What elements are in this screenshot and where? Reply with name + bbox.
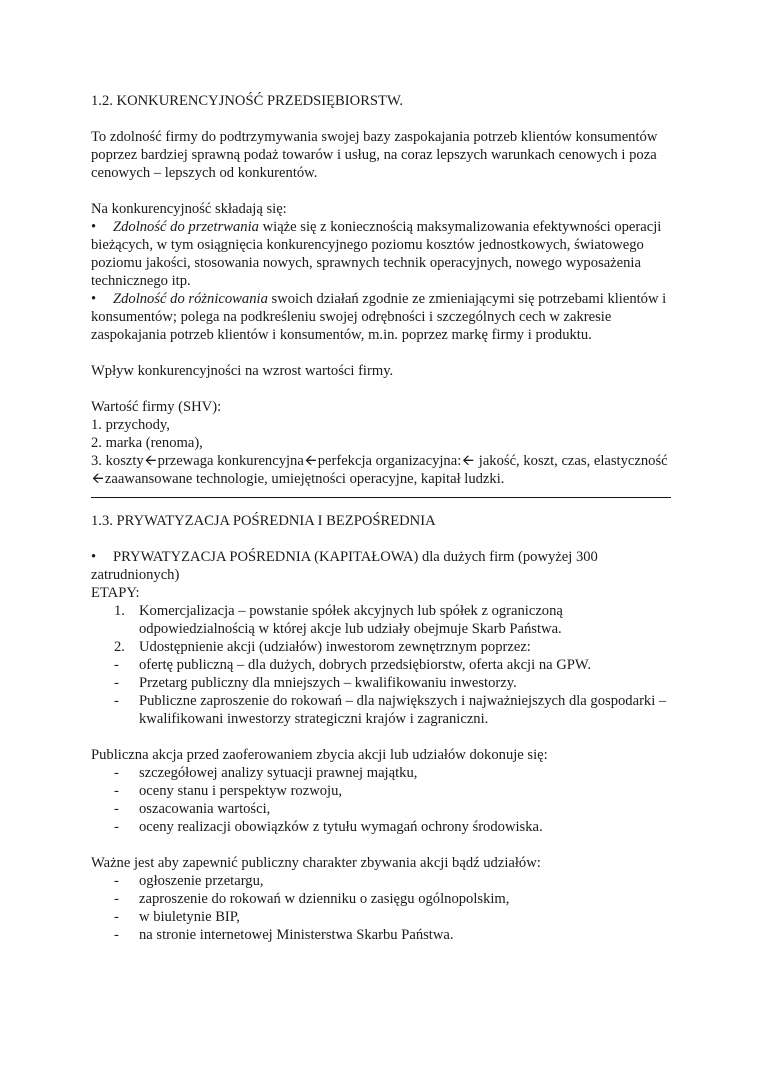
bullet-survival	[91, 218, 671, 290]
bullet-survival-term: Zdolność do przetrwania	[113, 219, 259, 235]
value-item-3	[91, 452, 671, 488]
stage-text: Udostępnienie akcji (udziałów) inwestorom zewnętrznym poprzez:	[139, 639, 531, 655]
analysis-intro: Publiczna akcja przed zaoferowaniem zbycia akcji lub udziałów dokonuje się:	[91, 747, 548, 763]
list-item: - oceny realizacji obowiązków z tytułu wymagań ochrony środowiska.	[91, 818, 671, 836]
value-item-3-perfection: perfekcja organizacyjna:	[317, 453, 462, 469]
value-item-2: 2. marka (renoma),	[91, 435, 203, 451]
arrow-left-icon: 🡨	[92, 471, 104, 487]
list-item: - na stronie internetowej Ministerstwa Skarbu Państwa.	[91, 926, 671, 944]
list-item: - ogłoszenie przetargu,	[91, 872, 671, 890]
public-intro: Ważne jest aby zapewnić publiczny charakter zbywania akcji bądź udziałów:	[91, 855, 541, 871]
value-item-1: 1. przychody,	[91, 417, 170, 433]
stages-list	[91, 602, 671, 656]
stage-methods-list	[91, 656, 671, 728]
list-item: - oszacowania wartości,	[91, 800, 671, 818]
section-divider	[91, 497, 671, 498]
bullet-differentiation	[91, 290, 671, 344]
stage-item	[91, 638, 671, 656]
section-heading-1-2: 1.2. KONKURENCYJNOŚĆ PRZEDSIĘBIORSTW.	[91, 93, 404, 109]
stages-label: ETAPY:	[91, 585, 140, 601]
stage-number: 1.	[114, 603, 125, 619]
bullet-differentiation-term: Zdolność do różnicowania	[113, 291, 268, 307]
impact-paragraph: Wpływ konkurencyjności na wzrost wartości firmy.	[91, 363, 394, 379]
list-item: - oceny stanu i perspektyw rozwoju,	[91, 782, 671, 800]
definition-paragraph: To zdolność firmy do podtrzymywania swojej bazy zaspokajania potrzeb klientów konsumentów poprzez bardziej sprawną podaż towarów i usług, na coraz lepszych warunkach cenowych i poza cenowych – lepszych od konkurentów.	[91, 129, 658, 181]
list-item: - szczegółowej analizy sytuacji prawnej majątku,	[91, 764, 671, 782]
list-item: - ofertę publiczną – dla dużych, dobrych przedsiębiorstw, oferta akcji na GPW.	[91, 656, 671, 674]
value-item-3-costs: 3. koszty	[91, 453, 144, 469]
document-content	[91, 92, 671, 944]
bullet-survival-text: wiąże się z koniecznością maksymalizowania efektywności operacji bieżących, w tym osiągnięcia konkurencyjnego poziomu kosztów jednostkowych, światowego poziomu jakości, stosowania nowych, sprawnych technik operacyjnych, nowego wyposażenia technicznego itp.	[91, 219, 662, 289]
arrow-left-icon: 🡨	[462, 453, 475, 469]
components-intro: Na konkurencyjność składają się:	[91, 201, 287, 217]
public-list	[91, 872, 671, 944]
list-item: - Przetarg publiczny dla mniejszych – kwalifikowaniu inwestorzy.	[91, 674, 671, 692]
list-item: - w biuletynie BIP,	[91, 908, 671, 926]
arrow-left-icon: 🡨	[144, 453, 157, 469]
bullet-indirect-privatization: • PRYWATYZACJA POŚREDNIA (KAPITAŁOWA) dla dużych firm (powyżej 300 zatrudnionych)	[91, 548, 671, 584]
bullet-differentiation-text: swoich działań zgodnie ze zmieniającymi się potrzebami klientów i konsumentów; polega na podkreśleniu swojej odrębności i szczególnych cech w zakresie zaspokajania potrzeb klientów i konsumentów, m.in. poprzez markę firmy i produktu.	[91, 291, 667, 343]
stage-number: 2.	[114, 639, 125, 655]
stage-item	[91, 602, 671, 638]
section-heading-1-3: 1.3. PRYWATYZACJA POŚREDNIA I BEZPOŚREDNIA	[91, 513, 436, 529]
value-item-3-advantage: przewaga konkurencyjna	[157, 453, 304, 469]
analysis-list	[91, 764, 671, 836]
list-item: - Publiczne zaproszenie do rokowań – dla największych i najważniejszych dla gospodarki – kwalifikowani inwestorzy strategiczni krajów i zagraniczni.	[91, 692, 671, 728]
value-item-3-technology: zaawansowane technologie, umiejętności operacyjne, kapitał ludzki.	[104, 471, 505, 487]
value-title: Wartość firmy (SHV):	[91, 399, 222, 415]
value-item-3-quality: jakość, koszt, czas, elastyczność	[475, 453, 668, 469]
list-item: - zaproszenie do rokowań w dzienniku o zasięgu ogólnopolskim,	[91, 890, 671, 908]
arrow-left-icon: 🡨	[304, 453, 317, 469]
stage-text: Komercjalizacja – powstanie spółek akcyjnych lub spółek z ograniczoną odpowiedzialnością w której akcje lub udziały obejmuje Skarb Państwa.	[139, 603, 563, 637]
